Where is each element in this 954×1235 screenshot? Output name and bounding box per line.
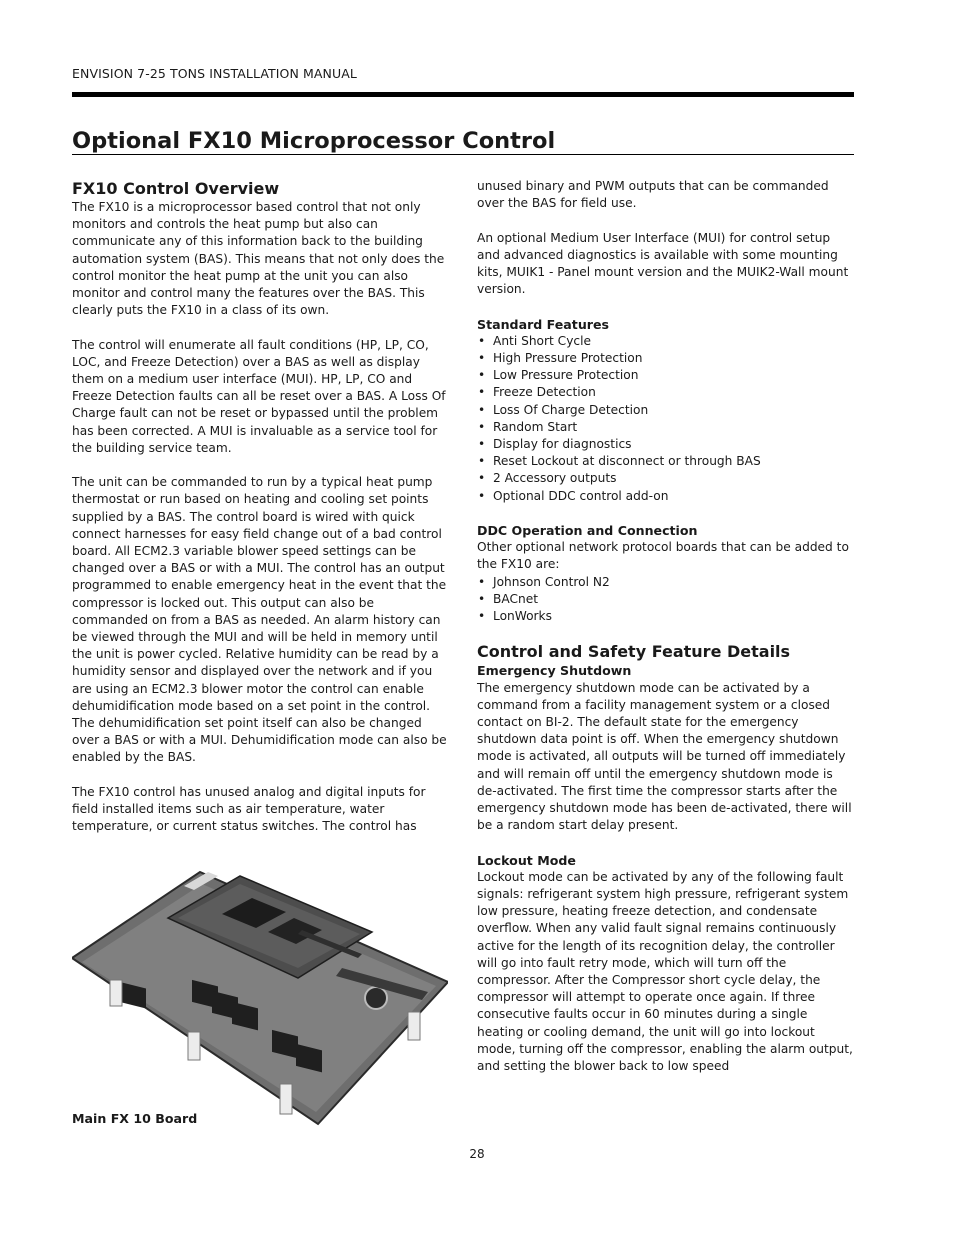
header-rule (72, 92, 854, 97)
right-column (477, 178, 855, 1075)
page-title: Optional FX10 Microprocessor Control (72, 128, 556, 154)
paragraph: An optional Medium User Interface (MUI) for control setup and advanced diagnostics is available with some mounting kits, MUIK1 - Panel mount version and the MUIK2-Wall mount version. (477, 230, 849, 297)
paragraph: unused binary and PWM outputs that can be commanded over the BAS for field use. (477, 179, 829, 211)
paragraph: The FX10 is a microprocessor based control that not only monitors and controls the heat pump but also can communicate any of this information back to the building automation system (BAS). This means that not only does the control monitor the heat pump at the unit you can also monitor and control many the features over the BAS. This clearly puts the FX10 in a class of its own. (72, 200, 445, 318)
figure-caption: Main FX 10 Board (72, 1111, 198, 1126)
page-number: 28 (469, 1147, 485, 1161)
paragraph: The control will enumerate all fault conditions (HP, LP, CO, LOC, and Freeze Detection) over a BAS as well as display them on a medium user interface (MUI). HP, LP, CO and Freeze Detection faults can all be reset over a BAS. A Loss Of Charge fault can not be reset or bypassed until the problem has been corrected. A MUI is invaluable as a service tool for the building service team. (72, 337, 446, 455)
list-item: • BACnet (477, 591, 855, 608)
fx10-board-image (72, 862, 448, 1132)
list-item: • Freeze Detection (477, 384, 855, 401)
left-column (72, 179, 452, 835)
list-item: • Loss Of Charge Detection (477, 402, 855, 419)
paragraph: The emergency shutdown mode can be activated by a command from a facility management system or a closed contact on BI-2. The default state for the emergency shutdown data point is off. When the emergency shutdown mode is activated, all outputs will be turned off immediately and will remain off until the emergency shutdown mode is de-activated. The first time the compressor starts after the emergency shutdown mode has been de-activated, there will be a random start delay present. (477, 680, 852, 833)
paragraph: The FX10 control has unused analog and digital inputs for field installed items such as air temperature, water temperature, or current status switches. The control has (72, 784, 426, 834)
ddc-protocol-list (477, 574, 855, 626)
list-item: • Random Start (477, 419, 855, 436)
paragraph: The unit can be commanded to run by a typical heat pump thermostat or run based on heating and cooling set points supplied by a BAS. The control board is wired with quick connect harnesses for easy field change out of a bad control board. All ECM2.3 variable blower speed settings can be changed over a BAS or with a MUI. The control has an output programmed to enable emergency heat in the event that the compressor is locked out. This output can also be commanded on from a BAS as needed. An alarm history can be viewed through the MUI and will be held in memory until the unit is power cycled. Relative humidity can be read by a humidity sensor and displayed over the network and if you are using an ECM2.3 blower motor the control can enable dehumidification mode based on a set point in the control. The dehumidification set point itself can also be changed over a BAS or with a MUI. Dehumidification mode can also be enabled by the BAS. (72, 475, 447, 765)
list-item: • 2 Accessory outputs (477, 470, 855, 487)
list-item: • Display for diagnostics (477, 436, 855, 453)
list-item: • LonWorks (477, 608, 855, 625)
list-item: • Anti Short Cycle (477, 333, 855, 350)
list-item: • Optional DDC control add-on (477, 488, 855, 505)
subheading-lockout-mode: Lockout Mode (477, 852, 576, 868)
section-heading-overview: FX10 Control Overview (72, 179, 280, 198)
list-item: • Reset Lockout at disconnect or through BAS (477, 453, 855, 470)
title-rule (72, 154, 854, 155)
paragraph: Lockout mode can be activated by any of the following fault signals: refrigerant system high pressure, refrigerant system low pressure, heating freeze detection, and condensate overflow. When any valid fault signal remains continuously active for the length of its recognition delay, the controller will go into fault retry mode, which will turn off the compressor. After the Compressor short cycle delay, the compressor will attempt to operate once again. If three consecutive faults occur in 60 minutes during a single heating or cooling demand, the unit will go into lockout mode, turning off the compressor, enabling the alarm output, and setting the blower back to low speed (477, 869, 853, 1074)
paragraph: Other optional network protocol boards that can be added to the FX10 are: (477, 540, 849, 572)
subheading-emergency-shutdown: Emergency Shutdown (477, 663, 632, 679)
list-item: • Johnson Control N2 (477, 574, 855, 591)
list-item: • High Pressure Protection (477, 350, 855, 367)
list-item: • Low Pressure Protection (477, 367, 855, 384)
standard-features-list (477, 333, 855, 505)
subheading-standard-features: Standard Features (477, 316, 610, 332)
section-heading-safety: Control and Safety Feature Details (477, 642, 791, 662)
running-header: ENVISION 7-25 TONS INSTALLATION MANUAL (72, 66, 357, 81)
subheading-ddc: DDC Operation and Connection (477, 523, 698, 539)
